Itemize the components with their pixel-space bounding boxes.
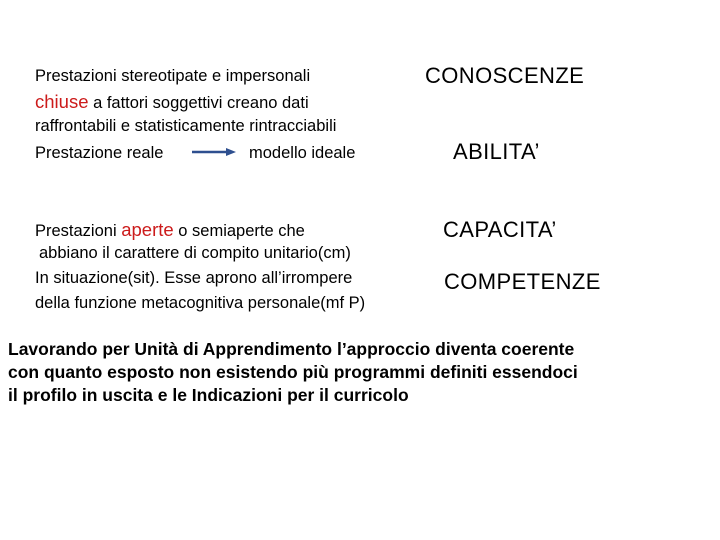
bottom-line-3: il profilo in uscita e le Indicazioni per il curricolo — [8, 385, 409, 405]
label-abilita: ABILITA’ — [453, 139, 540, 164]
bottom-line-2: con quanto esposto non esistendo più programmi definiti essendoci — [8, 362, 578, 382]
right-arrow-icon — [192, 147, 236, 157]
text-line-2 — [35, 93, 309, 112]
text-line-6: abbiano il carattere di compito unitario(cm) — [39, 244, 351, 262]
label-capacita: CAPACITA’ — [443, 217, 557, 242]
highlight-aperte: aperte — [121, 219, 174, 240]
text-line-3: raffrontabili e statisticamente rintracciabili — [35, 117, 337, 135]
highlight-chiuse: chiuse — [35, 91, 89, 112]
text-line-5 — [35, 221, 305, 240]
text-line-5-pre: Prestazioni — [35, 222, 122, 240]
label-competenze: COMPETENZE — [444, 269, 601, 294]
text-line-1: Prestazioni stereotipate e impersonali — [35, 67, 311, 85]
text-line-8: della funzione metacognitiva personale(mf P) — [35, 294, 366, 312]
text-line-4b: modello ideale — [249, 144, 356, 162]
bottom-line-1: Lavorando per Unità di Apprendimento l’approccio diventa coerente — [8, 339, 575, 359]
label-conoscenze: CONOSCENZE — [425, 63, 585, 88]
text-line-5-rest: o semiaperte che — [173, 222, 305, 240]
text-line-2-rest: a fattori soggettivi creano dati — [88, 94, 309, 112]
text-line-7: In situazione(sit). Esse aprono all’irrompere — [35, 269, 353, 287]
text-line-4a: Prestazione reale — [35, 144, 164, 162]
